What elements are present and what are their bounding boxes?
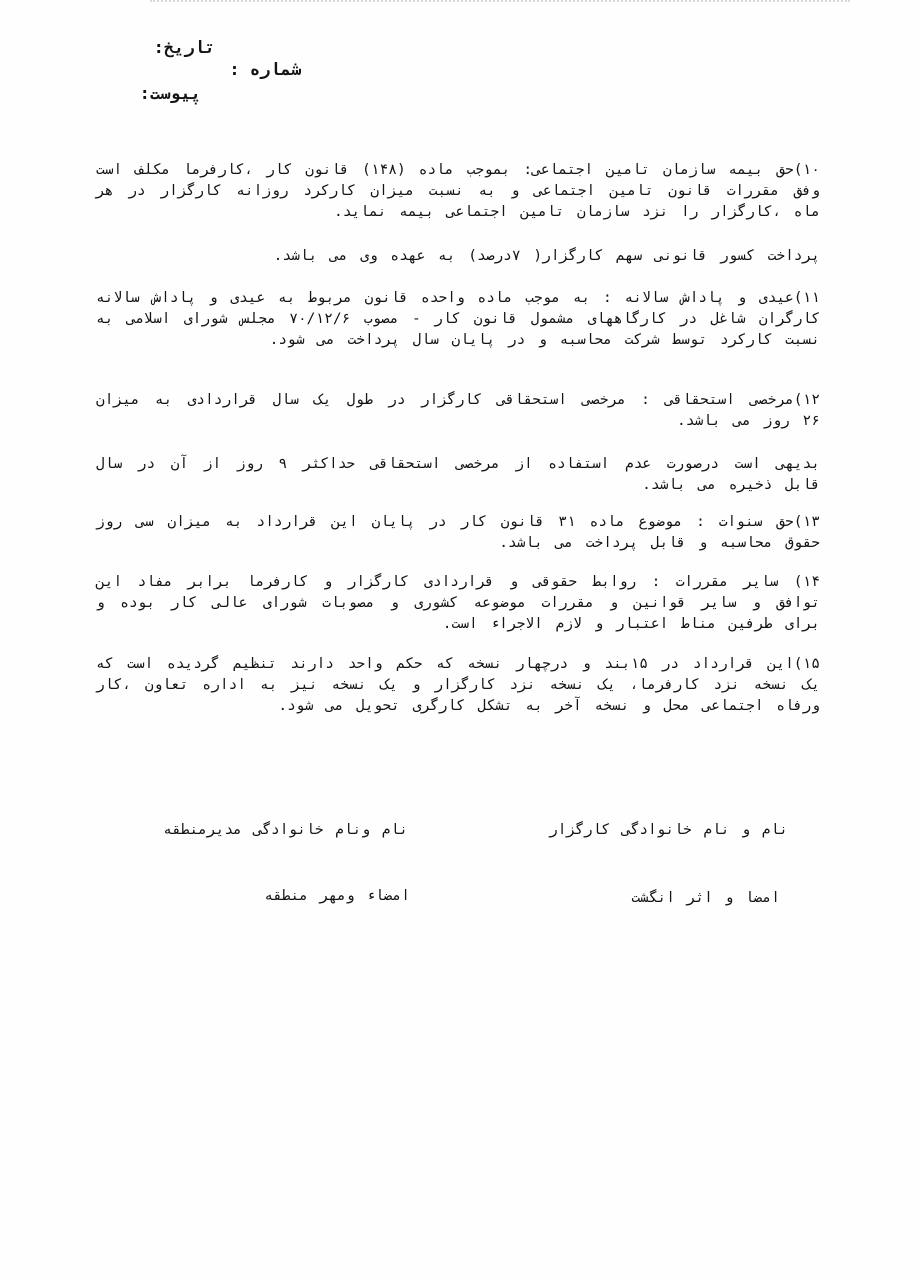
clause-12-leave: ۱۲)مرخصی استحقاقی : مرخصی استحقاقی کارگزار در طول یک سال قراردادی به میزان ۲۶ روز می باشد. — [96, 392, 820, 429]
date-label: تاریخ: — [153, 38, 215, 58]
clause-14-other-rules: ۱۴) سایر مقررات : روابط حقوقی و قراردادی کارگزار و کارفرما برابر مفاد این توافق و سایر قوانین و مقررات موضوعه کشوری و مصوبات شورای عالی کار بوده و برای طرفین مناط اعتبار و لازم الاجراء است. — [96, 574, 820, 632]
worker-name-label: نام و نام خانوادگی کارگزار — [549, 822, 788, 838]
clause-11-bonus: ۱۱)عیدی و پاداش سالانه : به موجب ماده واحده قانون مربوط به عیدی و پاداش سالانه کارگران شاغل در کارگاههای مشمول قانون کار - مصوب ۷۰/۱۲/۶ مجلس شورای اسلامی به نسبت کارکرد توسط شرکت محاسبه و در پایان سال پرداخت می شود. — [96, 290, 820, 348]
clause-10-note: پرداخت کسور قانونی سهم کارگزار( ۷درصد) به عهده وی می باشد. — [273, 248, 820, 264]
number-label: شماره : — [229, 60, 301, 80]
manager-signature-label: امضاء ومهر منطقه — [264, 888, 410, 904]
clause-12-note: بدیهی است درصورت عدم استفاده از مرخصی استحقاقی حداکثر ۹ روز از آن در سال قابل ذخیره می باشد. — [96, 456, 821, 493]
worker-signature-label: امضا و اثر انگشت — [631, 890, 780, 906]
clause-15-copies: ۱۵)این قرارداد در ۱۵بند و درچهار نسخه که حکم واحد دارند تنظیم گردیده است که یک نسخه نزد کارفرما، یک نسخه نزد کارگزار و یک نسخه نیز به اداره تعاون ،کار ورفاه اجتماعی محل و نسخه آخر به تشکل کارگری تحویل می شود. — [96, 656, 820, 714]
clause-13-severance: ۱۳)حق سنوات : موضوع ماده ۳۱ قانون کار در پایان این قرارداد به میزان سی روز حقوق محاسبه و قابل پرداخت می باشد. — [96, 514, 820, 551]
top-border-dots — [150, 0, 850, 5]
clause-10-insurance: ۱۰)حق بیمه سازمان تامین اجتماعی: بموجب ماده (۱۴۸) قانون کار ،کارفرما مکلف است وفق مقررات قانون تامین اجتماعی و به نسبت میزان کارکرد روزانه کارگزار در هر ماه ،کارگزار را نزد سازمان تامین اجتماعی بیمه نماید. — [96, 162, 820, 220]
manager-name-label: نام ونام خانوادگی مدیرمنطقه — [163, 822, 408, 838]
attachment-label: پیوست: — [139, 84, 201, 104]
